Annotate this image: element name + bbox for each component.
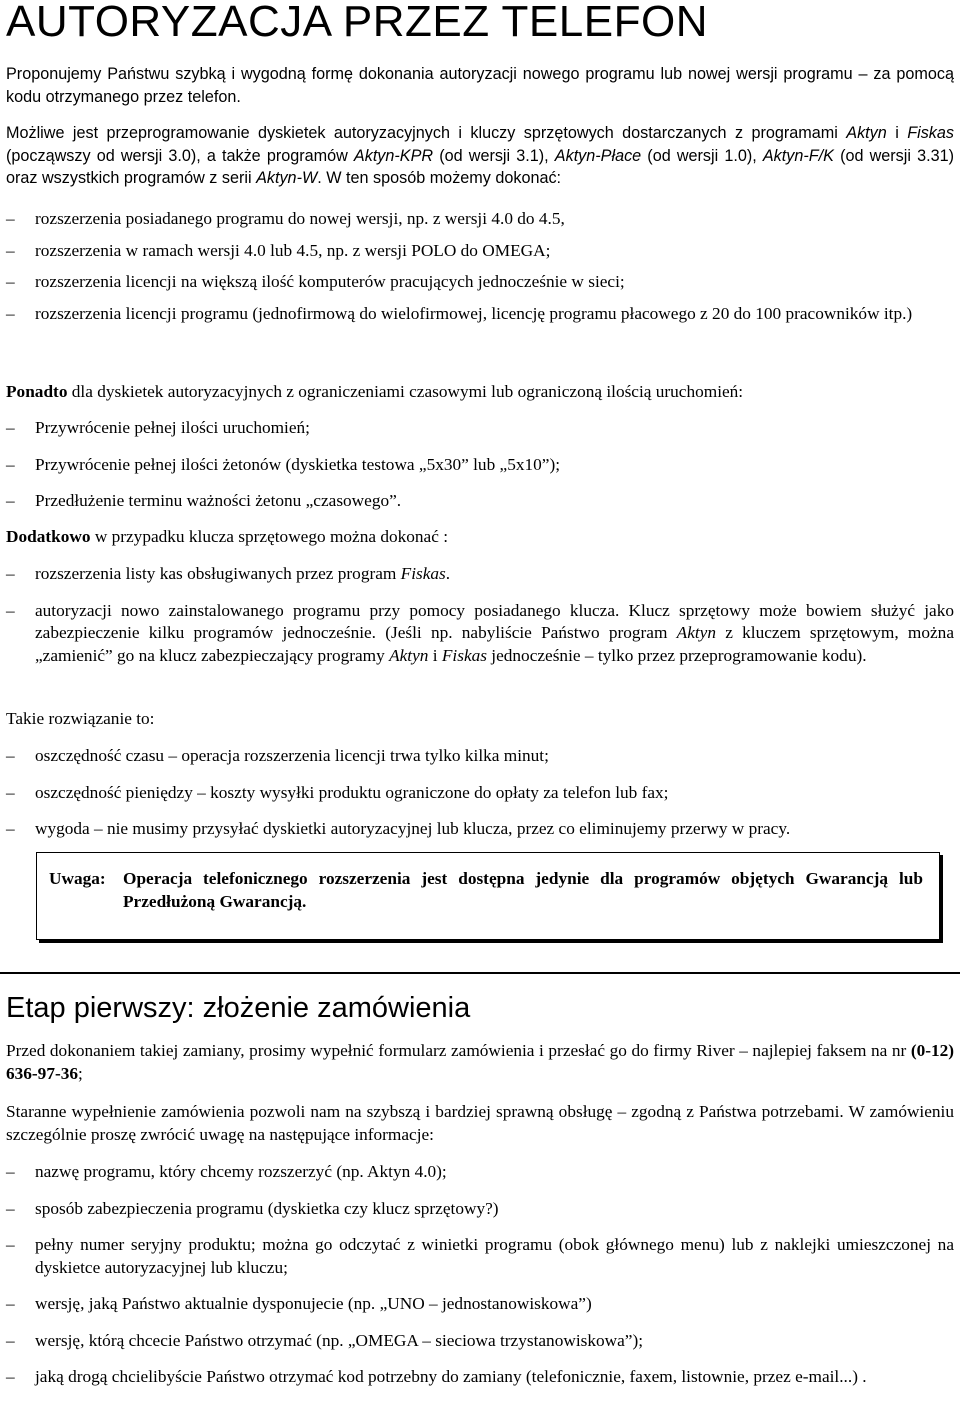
list-item: – nazwę programu, który chcemy rozszerzyć (np. Aktyn 4.0);: [6, 1162, 447, 1181]
list-item: – rozszerzenia w ramach wersji 4.0 lub 4.5, np. z wersji POLO do OMEGA;: [6, 240, 551, 260]
intro-paragraph-2: Możliwe jest przeprogramowanie dyskietek autoryzacyjnych i kluczy sprzętowych dostarczanych z programami Aktyn i Fiskas (począwszy od wersji 3.0), a także programów Aktyn-KPR (od wersji 3.1), Aktyn-Płace (od wersji 1.0), Aktyn-F/K (od wersji 3.31) oraz wszystkich programów z serii Aktyn-W. W ten sposób możemy dokonać:: [6, 124, 955, 187]
list-item: – wygoda – nie musimy przysyłać dyskietki autoryzacyjnej lub klucza, przez co eliminujemy przerwy w pracy.: [6, 819, 791, 838]
order-paragraph-1: Przed dokonaniem takiej zamiany, prosimy wypełnić formularz zamówienia i przesłać go do firmy River – najlepiej faksem na nr (0-12) 636-97-36;: [6, 1041, 954, 1083]
capabilities-list: [6, 208, 954, 325]
list-item: – wersję, którą chcecie Państwo otrzymać (np. „OMEGA – sieciowa trzystanowiskowa”);: [6, 1330, 644, 1350]
hardware-key-list: [6, 563, 954, 667]
list-item: – rozszerzenia licencji na większą ilość komputerów pracujących jednocześnie w sieci;: [6, 272, 625, 291]
list-item: – wersję, jaką Państwo aktualnie dysponujecie (np. „UNO – jednostanowiskowa”): [6, 1294, 592, 1313]
section-heading: Etap pierwszy: złożenie zamówienia: [6, 992, 471, 1024]
benefits-intro: Takie rozwiązanie to:: [6, 709, 155, 728]
intro-paragraph-1: Proponujemy Państwu szybką i wygodną formę dokonania autoryzacji nowego programu lub nowej wersji programu – za pomocą kodu otrzymanego przez telefon.: [6, 65, 954, 106]
list-item: – pełny numer seryjny produktu; można go odczytać z winietki programu (obok głównego menu) lub z naklejki umieszczonej na dyskietce autoryzacyjnej lub kluczu;: [6, 1235, 954, 1277]
note-label: Uwaga:: [49, 869, 106, 888]
list-item: – Przedłużenie terminu ważności żetonu „czasowego”.: [6, 491, 402, 510]
dodatkowo-paragraph: Dodatkowo w przypadku klucza sprzętowego można dokonać :: [6, 527, 448, 546]
list-item: – oszczędność czasu – operacja rozszerzenia licencji trwa tylko kilka minut;: [6, 746, 549, 765]
list-item: – rozszerzenia licencji programu (jednofirmową do wielofirmowej, licencję programu płacowego z 20 do 100 pracowników itp.): [6, 303, 913, 323]
ponadto-paragraph: Ponadto dla dyskietek autoryzacyjnych z ograniczeniami czasowymi lub ograniczoną ilością uruchomień:: [6, 382, 744, 401]
list-item: – Przywrócenie pełnej ilości żetonów (dyskietka testowa „5x30” lub „5x10”);: [6, 454, 560, 474]
order-paragraph-2: Staranne wypełnienie zamówienia pozwoli nam na szybszą i bardziej sprawną obsługę – zgodną z Państwa potrzebami. W zamówieniu szczególnie proszę zwrócić uwagę na następujące informacje:: [6, 1102, 954, 1144]
list-item: – jaką drogą chcielibyście Państwo otrzymać kod potrzebny do zamiany (telefonicznie, faxem, listownie, przez e-mail...) .: [6, 1367, 867, 1386]
list-item: – rozszerzenia listy kas obsługiwanych przez program Fiskas.: [6, 564, 451, 583]
list-item: – sposób zabezpieczenia programu (dyskietka czy klucz sprzętowy?): [6, 1198, 499, 1218]
benefits-list: [6, 745, 954, 841]
list-item: – rozszerzenia posiadanego programu do nowej wersji, np. z wersji 4.0 do 4.5,: [6, 209, 565, 228]
list-item: – oszczędność pieniędzy – koszty wysyłki produktu ograniczone do opłaty za telefon lub fax;: [6, 782, 669, 802]
list-item: – Przywrócenie pełnej ilości uruchomień;: [6, 418, 310, 437]
section-divider: [0, 972, 960, 974]
note-text: Operacja telefonicznego rozszerzenia jest dostępna jedynie dla programów objętych Gwarancją lub Przedłużoną Gwarancją.: [123, 869, 923, 911]
warning-note: [36, 852, 940, 940]
list-item: – autoryzacji nowo zainstalowanego programu przy pomocy posiadanego klucza. Klucz sprzętowy może bowiem służyć jako zabezpieczenie kilku programów jednocześnie. (Jeśli np. nabyliście Państwo program Aktyn z kluczem sprzętowym, można „zamienić” go na klucz zabezpieczający programy Aktyn i Fiskas jednocześnie – tylko przez przeprogramowanie kodu).: [6, 600, 954, 665]
order-info-list: [6, 1161, 954, 1389]
page-title: AUTORYZACJA PRZEZ TELEFON: [6, 0, 708, 46]
restore-list: [6, 417, 954, 513]
